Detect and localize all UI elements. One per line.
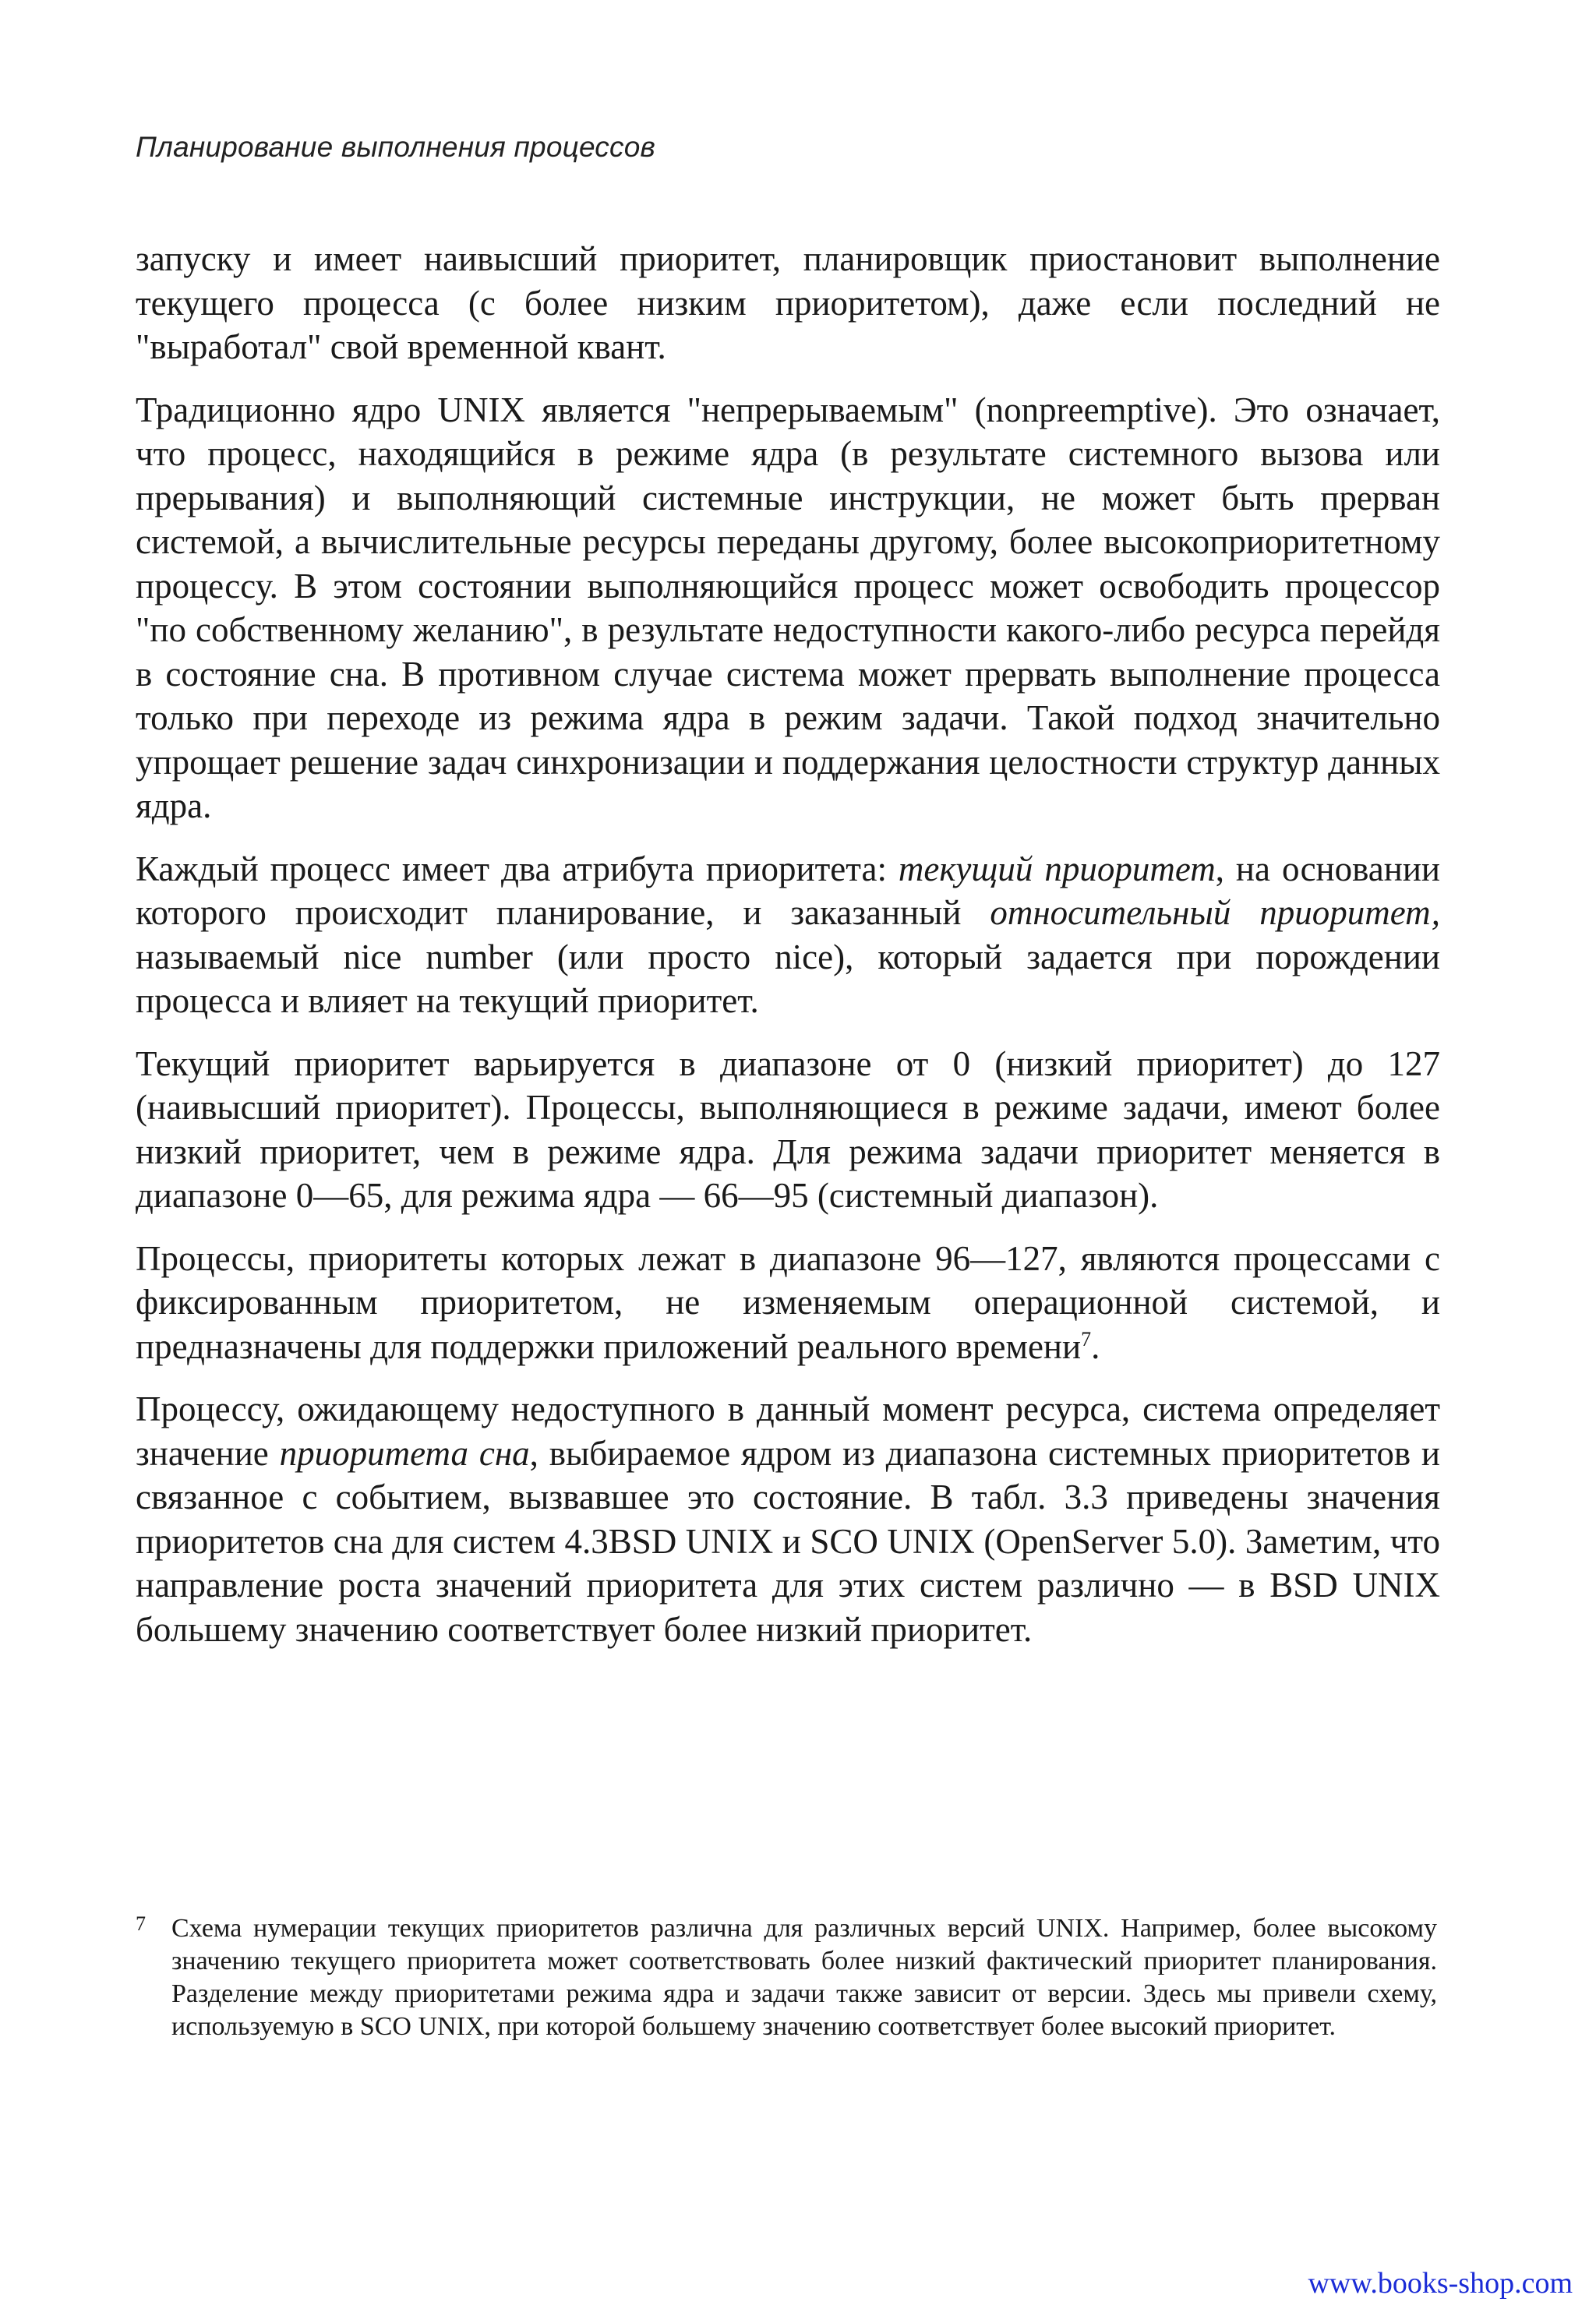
term-relative-priority: относительный приоритет, xyxy=(990,893,1440,932)
paragraph-3 xyxy=(136,847,1440,1023)
paragraph-2: Традиционно ядро UNIX является "непрерываемым" (nonpreemptive). Это означает, что процесс, находящийся в режиме ядра (в результате системного вызова или прерывания) и выполняющий системные инструкции, не может быть прерван системой, а вычислительные ресурсы переданы другому, более высокоприоритетному процессу. В этом состоянии выполняющийся процесс может освободить процессор "по собственному желанию", в результате недоступности какого-либо ресурса перейдя в состояние сна. В противном случае система может прервать выполнение процесса только при переходе из режима ядра в режим задачи. Такой подход значительно упрощает решение задач синхронизации и поддержания целостности структур данных ядра. xyxy=(136,390,1440,825)
body-text xyxy=(136,237,1440,1670)
term-sleep-priority: приоритета сна xyxy=(279,1433,530,1473)
watermark: www.books-shop.com xyxy=(1308,2267,1573,2300)
paragraph-3-text-c: называемый nice number (или просто nice), который задается при порождении процесса и влияет на текущий приоритет. xyxy=(136,937,1440,1020)
paragraph-5-text: Процессы, приоритеты которых лежат в диапазоне 96—127, являются процессами с фиксированным приоритетом, не изменяемым операционной системой, и предназначены для поддержки приложений реального времени xyxy=(136,1238,1440,1366)
paragraph-1: запуску и имеет наивысший приоритет, планировщик приостановит выполнение текущего процесса (с более низким приоритетом), даже если последний не "выработал" свой временной квант. xyxy=(136,239,1440,366)
paragraph-6-text-b: , выбираемое ядром из диапазона системных приоритетов и связанное с событием, вызвавшее это состояние. В табл. 3.3 приведены значения приоритетов сна для систем 4.3BSD UNIX и SCO UNIX (OpenServer 5.0). Заметим, что направление роста значений приоритета для этих систем различно — в BSD UNIX большему значению соответствует более низкий приоритет. xyxy=(136,1433,1440,1649)
footnote-text: Схема нумерации текущих приоритетов различна для различных версий UNIX. Например, более высокому значению текущего приоритета может соответствовать более низкий фактический приоритет планирования. Разделение между приоритетами режима ядра и задачи также зависит от версии. Здесь мы привели схему, используемую в SCO UNIX, при которой большему значению соответствует более высокий приоритет. xyxy=(171,1914,1437,2041)
footnote xyxy=(136,1912,1440,2043)
paragraph-5-end: . xyxy=(1091,1326,1100,1366)
term-current-priority: текущий приоритет xyxy=(898,849,1216,888)
footnote-mark: 7 xyxy=(136,1912,146,1935)
paragraph-3-text-b: , на основании которого происходит планирование, и заказанный xyxy=(136,849,1440,932)
footnote-reference: 7 xyxy=(1081,1327,1092,1350)
running-header: Планирование выполнения процессов xyxy=(136,131,655,163)
paragraph-3-text-a: Каждый процесс имеет два атрибута приоритета: xyxy=(136,849,899,888)
paragraph-4: Текущий приоритет варьируется в диапазоне от 0 (низкий приоритет) до 127 (наивысший приоритет). Процессы, выполняющиеся в режиме задачи, имеют более низкий приоритет, чем в режиме ядра. Для режима задачи приоритет меняется в диапазоне 0—65, для режима ядра — 66—95 (системный диапазон). xyxy=(136,1043,1440,1215)
paragraph-5 xyxy=(136,1237,1440,1369)
paragraph-6 xyxy=(136,1387,1440,1651)
paragraph-6-text-a: Процессу, ожидающему недоступного в данный момент ресурса, система определяет значение xyxy=(136,1389,1440,1473)
